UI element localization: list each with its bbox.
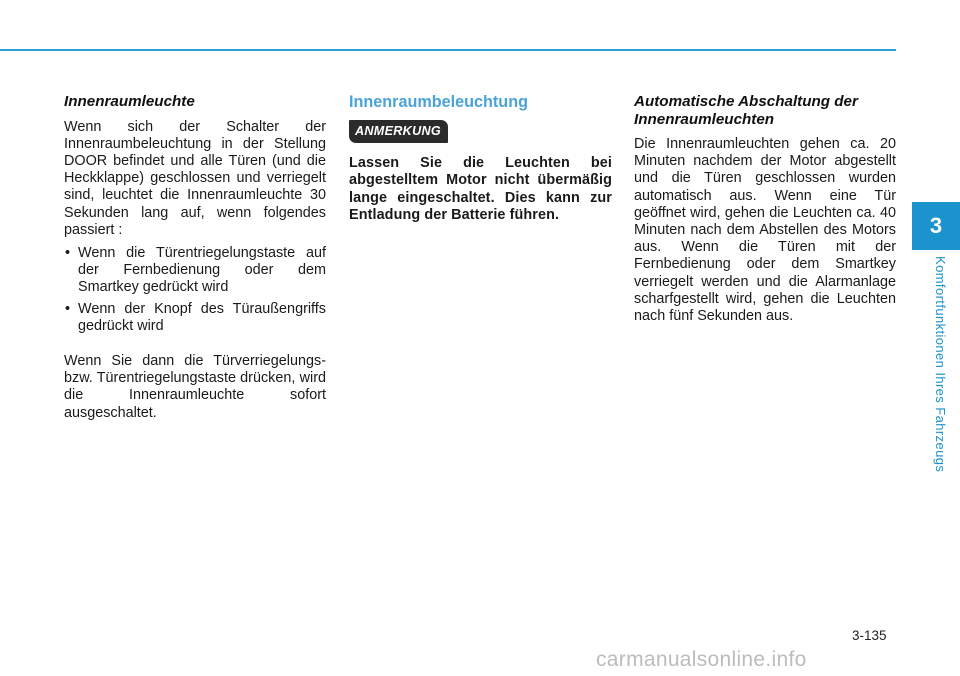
chapter-tab (912, 202, 960, 250)
bullet-list (64, 245, 326, 335)
page-number: 3-135 (852, 628, 887, 643)
section-heading: Innenraumbeleuchtung (349, 93, 528, 111)
note-badge: ANMERKUNG (349, 120, 448, 143)
list-item: • Wenn der Knopf des Türaußengriffs gedrückt wird (64, 301, 326, 335)
column-auto-shutoff (634, 93, 896, 325)
section-heading: Automatische Abschaltung der Innenraumleuchten (634, 93, 858, 128)
watermark: carmanualsonline.info (596, 648, 807, 671)
note-text: Lassen Sie die Leuchten bei abgestelltem Motor nicht übermäßig lange eingeschaltet. Dies kann zur Entladung der Batterie führen. (349, 155, 612, 223)
intro-paragraph: Wenn sich der Schalter der Innenraumbeleuchtung in der Stellung DOOR befindet und alle Türen (und die Heckklappe) geschlossen und verriegelt sind, leuchtet die Innenraumleuchte 30 Sekunden lang auf, wenn folgendes passiert : (64, 118, 326, 238)
chapter-title: Komfortfunktionen Ihres Fahrzeugs (933, 256, 948, 473)
column-interior-lighting (349, 93, 612, 224)
list-item: • Wenn die Türentriegelungstaste auf der Fernbedienung oder dem Smartkey gedrückt wird (64, 245, 326, 297)
column-interior-light (64, 93, 326, 422)
chapter-number: 3 (929, 213, 943, 238)
top-rule (0, 49, 896, 51)
body-paragraph: Die Innenraumleuchten gehen ca. 20 Minuten nachdem der Motor abgestellt und die Türen geschlossen wurden automatisch aus. Wenn eine Tür geöffnet wird, gehen die Leuchten ca. 40 Minuten nach dem Abstellen des Motors aus. Wenn die Türen mit der Fernbedienung oder dem Smartkey verriegelt werden und die Alarmanlage scharfgestellt wird, gehen die Leuchten nach fünf Sekunden aus. (634, 136, 896, 325)
section-heading: Innenraumleuchte (64, 93, 195, 110)
outro-paragraph: Wenn Sie dann die Türverriegelungs- bzw. Türentriegelungstaste drücken, wird die Innenraumleuchte sofort ausgeschaltet. (64, 352, 326, 421)
